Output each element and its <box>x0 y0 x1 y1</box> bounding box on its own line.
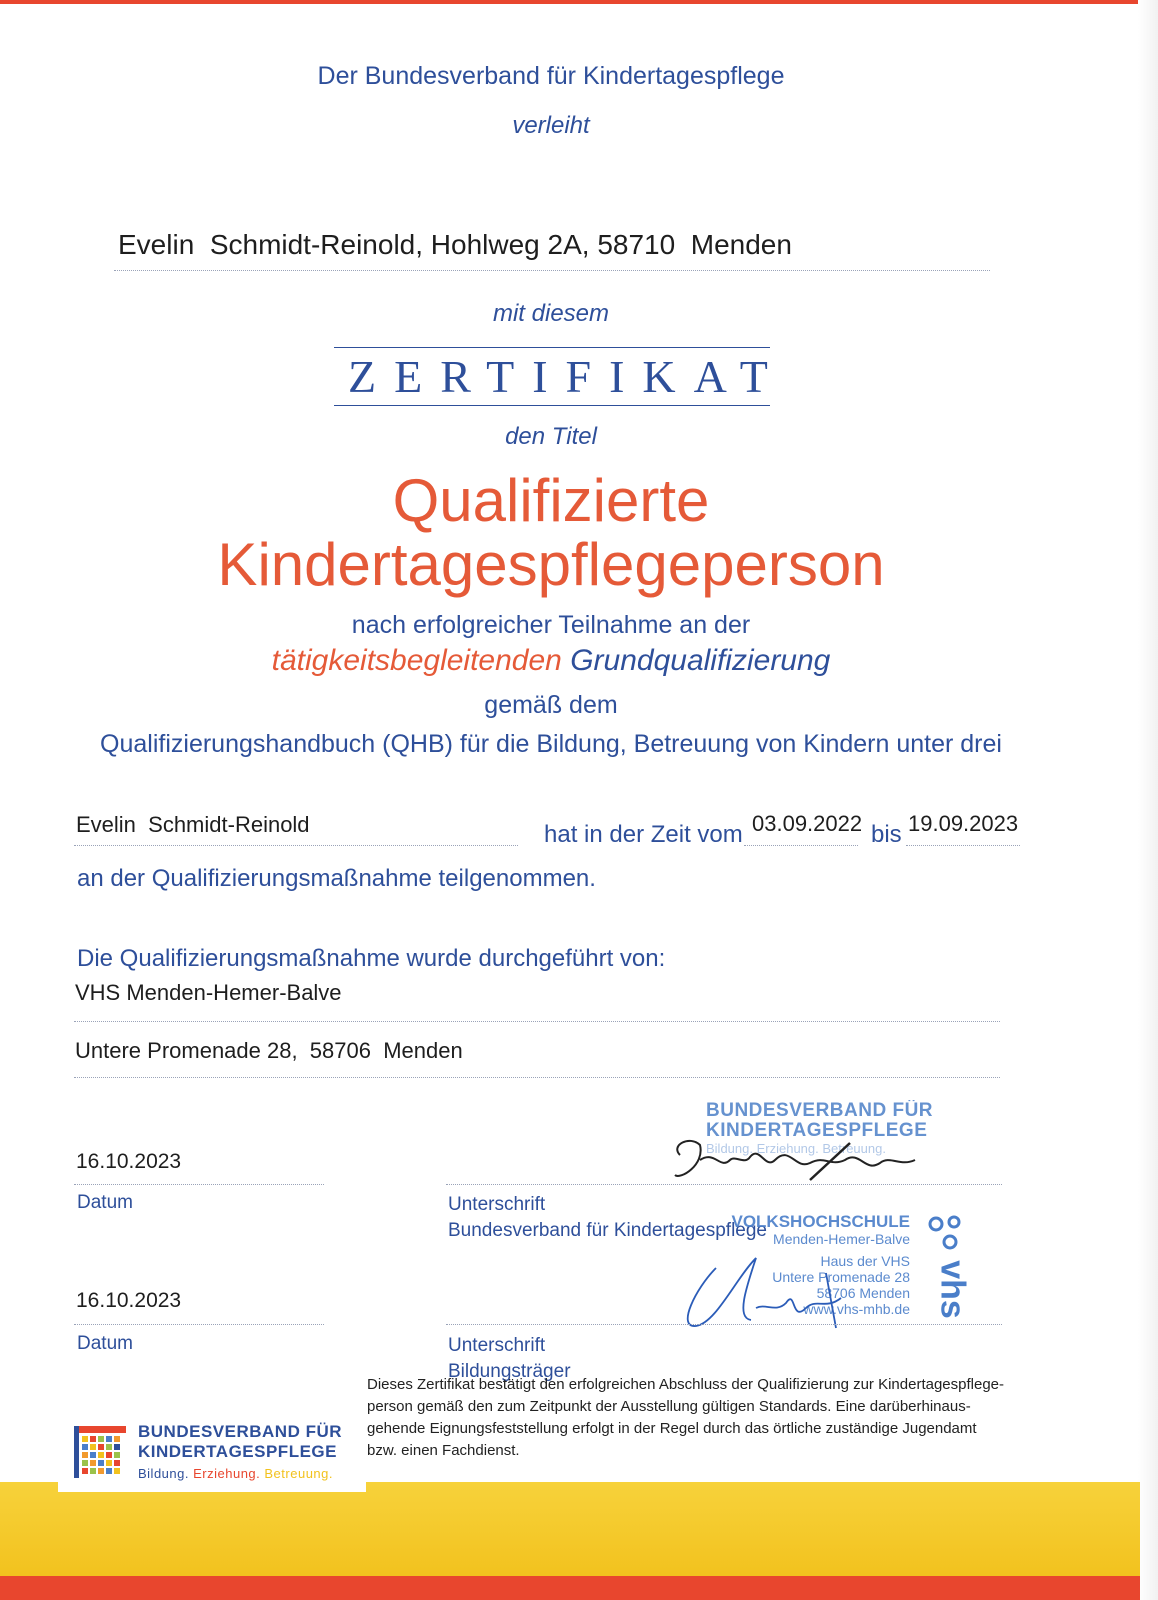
logo-mosaic-icon <box>74 1426 126 1478</box>
tag-bildung: Bildung. <box>138 1466 189 1481</box>
verleiht-text: verleiht <box>512 112 590 139</box>
provider-name-underline <box>74 1021 1000 1022</box>
participant-name: Evelin Schmidt-Reinold <box>76 812 310 837</box>
logo-line1: BUNDESVERBAND FÜR <box>138 1422 343 1441</box>
bundesverband-logo <box>58 1410 366 1492</box>
from-date: 03.09.2022 <box>752 811 863 836</box>
nach-text: nach erfolgreicher Teilnahme an der <box>351 611 751 639</box>
provider-address-underline <box>74 1077 1000 1078</box>
hat-zeit-text: hat in der Zeit vom <box>544 821 743 848</box>
stamp-bv-line3: Bildung. Erziehung. Betreuung. <box>706 1141 886 1156</box>
date-1-underline <box>74 1184 324 1185</box>
tag-betreuung: Betreuung. <box>264 1466 333 1481</box>
den-titel-text: den Titel <box>505 423 597 450</box>
mit-diesem-text: mit diesem <box>492 300 610 327</box>
recipient-underline <box>114 270 990 271</box>
to-date: 19.09.2023 <box>908 811 1019 836</box>
stamp-bv-line2: KINDERTAGESPFLEGE <box>706 1120 928 1141</box>
sig2-line1: Unterschrift <box>448 1335 546 1356</box>
issuer-line: Der Bundesverband für Kindertagespflege <box>317 62 785 90</box>
footer-yellow-band <box>0 1482 1140 1576</box>
logo-tagline <box>138 1466 333 1481</box>
disclaimer-line3: gehende Eignungsfeststellung erfolgt in der Regel durch das örtliche zuständige Jugendamt <box>367 1420 977 1437</box>
logo-line2: KINDERTAGESPFLEGE <box>138 1442 337 1461</box>
sig1-line2: Bundesverband für Kindertagespflege <box>448 1220 768 1241</box>
stamp-vhs-line2: Menden-Hemer-Balve <box>773 1231 910 1247</box>
participant-underline <box>74 845 518 846</box>
signature-2-underline <box>446 1324 1002 1325</box>
taetig-text: tätigkeitsbegleitenden <box>271 644 562 677</box>
sig2-line2: Bildungsträger <box>448 1361 571 1382</box>
tag-erziehung: Erziehung. <box>193 1466 261 1481</box>
disclaimer <box>367 1374 1097 1462</box>
qhb-text: Qualifizierungshandbuch (QHB) für die Bildung, Betreuung von Kindern unter drei <box>100 730 1002 758</box>
recipient-line: Evelin Schmidt-Reinold, Hohlweg 2A, 58710 Menden <box>118 229 792 260</box>
title-line-1: Qualifizierte <box>392 467 710 534</box>
date-2: 16.10.2023 <box>76 1289 182 1312</box>
footer-red-band <box>0 1576 1140 1600</box>
gemaess-text: gemäß dem <box>484 691 618 719</box>
provider-name: VHS Menden-Hemer-Balve <box>75 980 342 1005</box>
zertifikat-heading: ZERTIFIKAT <box>348 351 786 402</box>
disclaimer-line4: bzw. einen Fachdienst. <box>367 1442 520 1459</box>
signature-1-underline <box>446 1184 1002 1185</box>
page-edge-shadow <box>1138 0 1158 1600</box>
bis-text: bis <box>871 821 902 848</box>
stamp-bv-line1: BUNDESVERBAND FÜR <box>706 1100 934 1121</box>
sig1-line1: Unterschrift <box>448 1194 546 1215</box>
title-line-2: Kindertagespflegeperson <box>217 531 885 598</box>
from-date-underline <box>744 845 858 846</box>
qualification-type <box>0 644 1102 678</box>
zertifikat-rule-top <box>334 347 770 348</box>
datum-label-1: Datum <box>77 1192 133 1213</box>
stamp-vhs-line6: www.vhs-mhb.de <box>803 1301 910 1317</box>
disclaimer-line2: person gemäß den zum Zeitpunkt der Ausstellung gültigen Standards. Eine darüberhinaus- <box>367 1398 971 1415</box>
stamp-vhs-line1: VOLKSHOCHSCHULE <box>731 1212 910 1231</box>
stamp-vhs-line5: 58706 Menden <box>816 1285 910 1301</box>
grundqual-text: Grundqualifizierung <box>570 644 831 677</box>
provider-address: Untere Promenade 28, 58706 Menden <box>75 1038 463 1063</box>
vhs-logo-circles-icon <box>924 1212 970 1254</box>
date-2-underline <box>74 1324 324 1325</box>
top-red-line <box>0 0 1158 4</box>
stamp-vhs-line3: Haus der VHS <box>820 1253 910 1269</box>
stamp-vhs-logo: vhs <box>933 1260 972 1319</box>
to-date-underline <box>906 845 1020 846</box>
disclaimer-line1: Dieses Zertifikat bestätigt den erfolgreichen Abschluss der Qualifizierung zur Kindertagespflege- <box>367 1376 1005 1393</box>
provider-heading: Die Qualifizierungsmaßnahme wurde durchgeführt von: <box>77 945 666 972</box>
datum-label-2: Datum <box>77 1333 133 1354</box>
teilgenommen-text: an der Qualifizierungsmaßnahme teilgenommen. <box>77 865 596 892</box>
stamp-vhs-line4: Untere Promenade 28 <box>772 1269 910 1285</box>
zertifikat-rule-bottom <box>334 405 770 406</box>
date-1: 16.10.2023 <box>76 1150 182 1173</box>
